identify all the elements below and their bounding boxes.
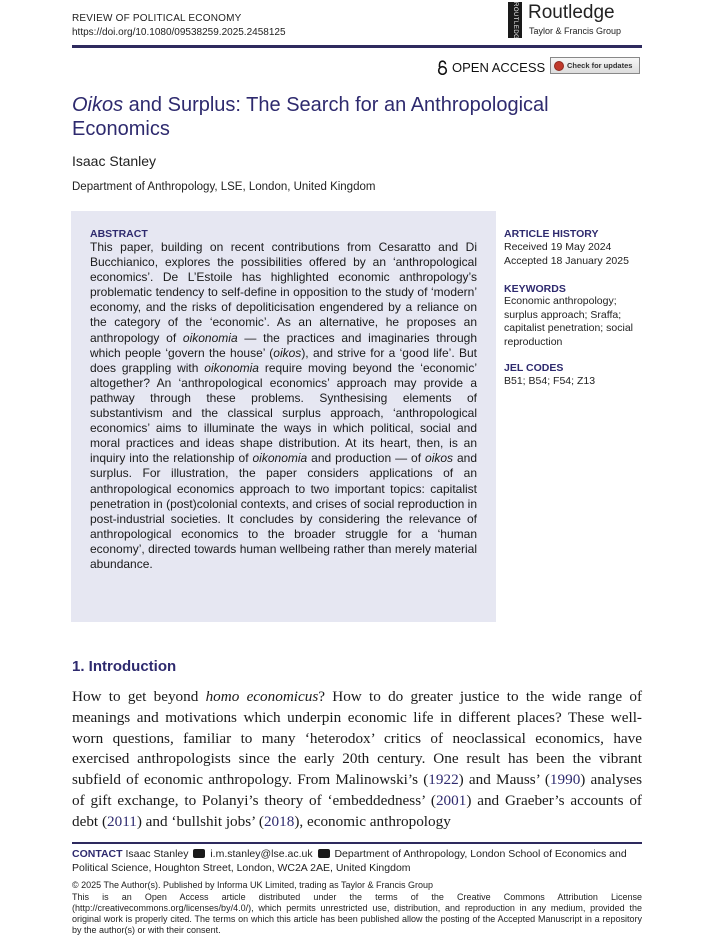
footer-rule bbox=[72, 842, 642, 844]
open-access-badge bbox=[437, 60, 545, 75]
body-run: ) and Mauss’ ( bbox=[458, 771, 550, 789]
license-text: This is an Open Access article distributed under the terms of the Creative Commons Attribution License (http://creativecommons.org/licenses/by/4.0/), which permits unrestricted use, distribution, and reproduction in any medium, provided the original work is properly cited. The terms on which this article has been published allow the posting of the Accepted Manuscript in a repository by the author(s) or with their consent. bbox=[72, 892, 642, 935]
contact-block bbox=[72, 848, 642, 875]
contact-email[interactable]: i.m.stanley@lse.ac.uk bbox=[207, 848, 316, 860]
citation-link[interactable]: 1922 bbox=[428, 771, 459, 789]
doi-link[interactable]: https://doi.org/10.1080/09538259.2025.2458125 bbox=[72, 27, 286, 38]
keywords-list: Economic anthropology; surplus approach; Sraffa; capitalist penetration; social reproduction bbox=[504, 295, 633, 348]
abstract-run: This paper, building on recent contributions from Cesaratto and Di Bucchianico, explores the possibilities offered by an ‘anthropological economics’. De L’Estoile has highlighted economic anthropology’s problematic tendency to self-define in opposition to the study of ‘modern’ economy, and the risks of depoliticisation engendered by a reliance on the category of the ‘economic’. As an alternative, he proposes an anthropology of bbox=[90, 240, 477, 345]
journal-name: REVIEW OF POLITICAL ECONOMY bbox=[72, 13, 242, 24]
citation-link[interactable]: 1990 bbox=[549, 771, 581, 789]
email-icon bbox=[193, 849, 205, 858]
open-access-label: OPEN ACCESS bbox=[452, 60, 546, 75]
publisher-subtitle: Taylor & Francis Group bbox=[529, 26, 622, 36]
citation-link[interactable]: 2001 bbox=[435, 791, 467, 809]
abstract-heading: ABSTRACT bbox=[90, 228, 148, 240]
keywords-heading: KEYWORDS bbox=[504, 283, 566, 295]
title-rest: and Surplus: The Search for an Anthropological Economics bbox=[72, 94, 549, 140]
received-date: Received 19 May 2024 bbox=[504, 241, 612, 253]
check-for-updates-button[interactable] bbox=[550, 57, 640, 74]
crossmark-icon bbox=[554, 61, 564, 71]
accepted-date: Accepted 18 January 2025 bbox=[504, 255, 629, 267]
body-run: ) analyses of gift exchange, to Polanyi’s theory of ‘embeddedness’ ( bbox=[72, 771, 643, 809]
abstract-run: require moving beyond the ‘economic’ altogether? An ‘anthropological economics’ approach may provide a pathway through these problems. Synthesising elements of substantivism and the classical surplus approach, ‘anthropological economics’ aims to illuminate the ways in which political, social and moral practices and ideas shape distribution. At its heart, then, is an inquiry into the relationship of bbox=[90, 360, 477, 466]
abstract-run: and production — of bbox=[307, 451, 426, 466]
body-run: ? How to do greater justice to the wide range of meanings and motivations which underpin economic life in different places? These well-worn questions, familiar to many ‘heterodox’ critics of neoclassical economics, have exercised anthropologists since the early 20th century. One result has been the vibrant subfield of economic anthropology. From Malinowski’s ( bbox=[72, 688, 642, 789]
abstract-run: ), and strive for a ‘good life’. But does grappling with bbox=[90, 345, 477, 375]
body-run: ), economic anthropology bbox=[294, 812, 451, 830]
abstract-italic: oikos bbox=[425, 451, 454, 466]
contact-name: Isaac Stanley bbox=[122, 848, 192, 860]
abstract-run: — the practices and imaginaries through which people ‘govern the house’ ( bbox=[90, 330, 477, 360]
abstract-run: and surplus. For illustration, the paper considers applications of an anthropological economics approach to two important topics: capitalist penetration in (post)colonial contexts, and crises of social reproduction in post-industrial societies. It concludes by considering the relevance of anthropological economics to the broader struggle for a ‘human economy’, directed towards human wellbeing rather than merely material abundance. bbox=[90, 451, 477, 571]
author-name[interactable]: Isaac Stanley bbox=[72, 153, 157, 169]
abstract-italic: oikonomia bbox=[252, 451, 308, 466]
title-italic: Oikos bbox=[72, 94, 124, 116]
article-title bbox=[72, 93, 632, 141]
copyright-line: © 2025 The Author(s). Published by Informa UK Limited, trading as Taylor & Francis Group bbox=[72, 880, 433, 890]
contact-address: Department of Anthropology, London School of Economics and Political Science, Houghton Street, London, WC2A 2AE, United Kingdom bbox=[72, 848, 627, 874]
body-run: How to get beyond bbox=[72, 688, 206, 705]
jel-codes-heading: JEL CODES bbox=[504, 362, 564, 374]
contact-label: CONTACT bbox=[72, 848, 123, 860]
jel-codes: B51; B54; F54; Z13 bbox=[504, 375, 596, 387]
publisher-logo[interactable] bbox=[508, 2, 648, 44]
article-history-heading: ARTICLE HISTORY bbox=[504, 228, 599, 240]
abstract-italic: oikonomia bbox=[182, 330, 238, 345]
abstract-text bbox=[90, 240, 477, 572]
address-icon bbox=[318, 849, 330, 858]
body-italic: homo economicus bbox=[205, 688, 319, 705]
body-run: ) and ‘bullshit jobs’ ( bbox=[136, 812, 264, 830]
introduction-body bbox=[72, 687, 642, 833]
abstract-italic: oikonomia bbox=[204, 360, 259, 375]
routledge-spine-mark: ROUTLEDGE bbox=[508, 2, 522, 38]
citation-link[interactable]: 2018 bbox=[263, 812, 295, 830]
abstract-italic: oikos bbox=[273, 345, 302, 360]
publisher-name: Routledge bbox=[528, 2, 615, 23]
header-rule bbox=[72, 45, 642, 48]
affiliation: Department of Anthropology, LSE, London, United Kingdom bbox=[72, 181, 376, 193]
check-for-updates-label: Check for updates bbox=[567, 61, 633, 70]
open-lock-icon bbox=[437, 60, 448, 75]
citation-link[interactable]: 2011 bbox=[107, 812, 137, 830]
section-heading-introduction: 1. Introduction bbox=[72, 658, 177, 675]
body-run: ) and Graeber’s accounts of debt ( bbox=[72, 791, 642, 830]
